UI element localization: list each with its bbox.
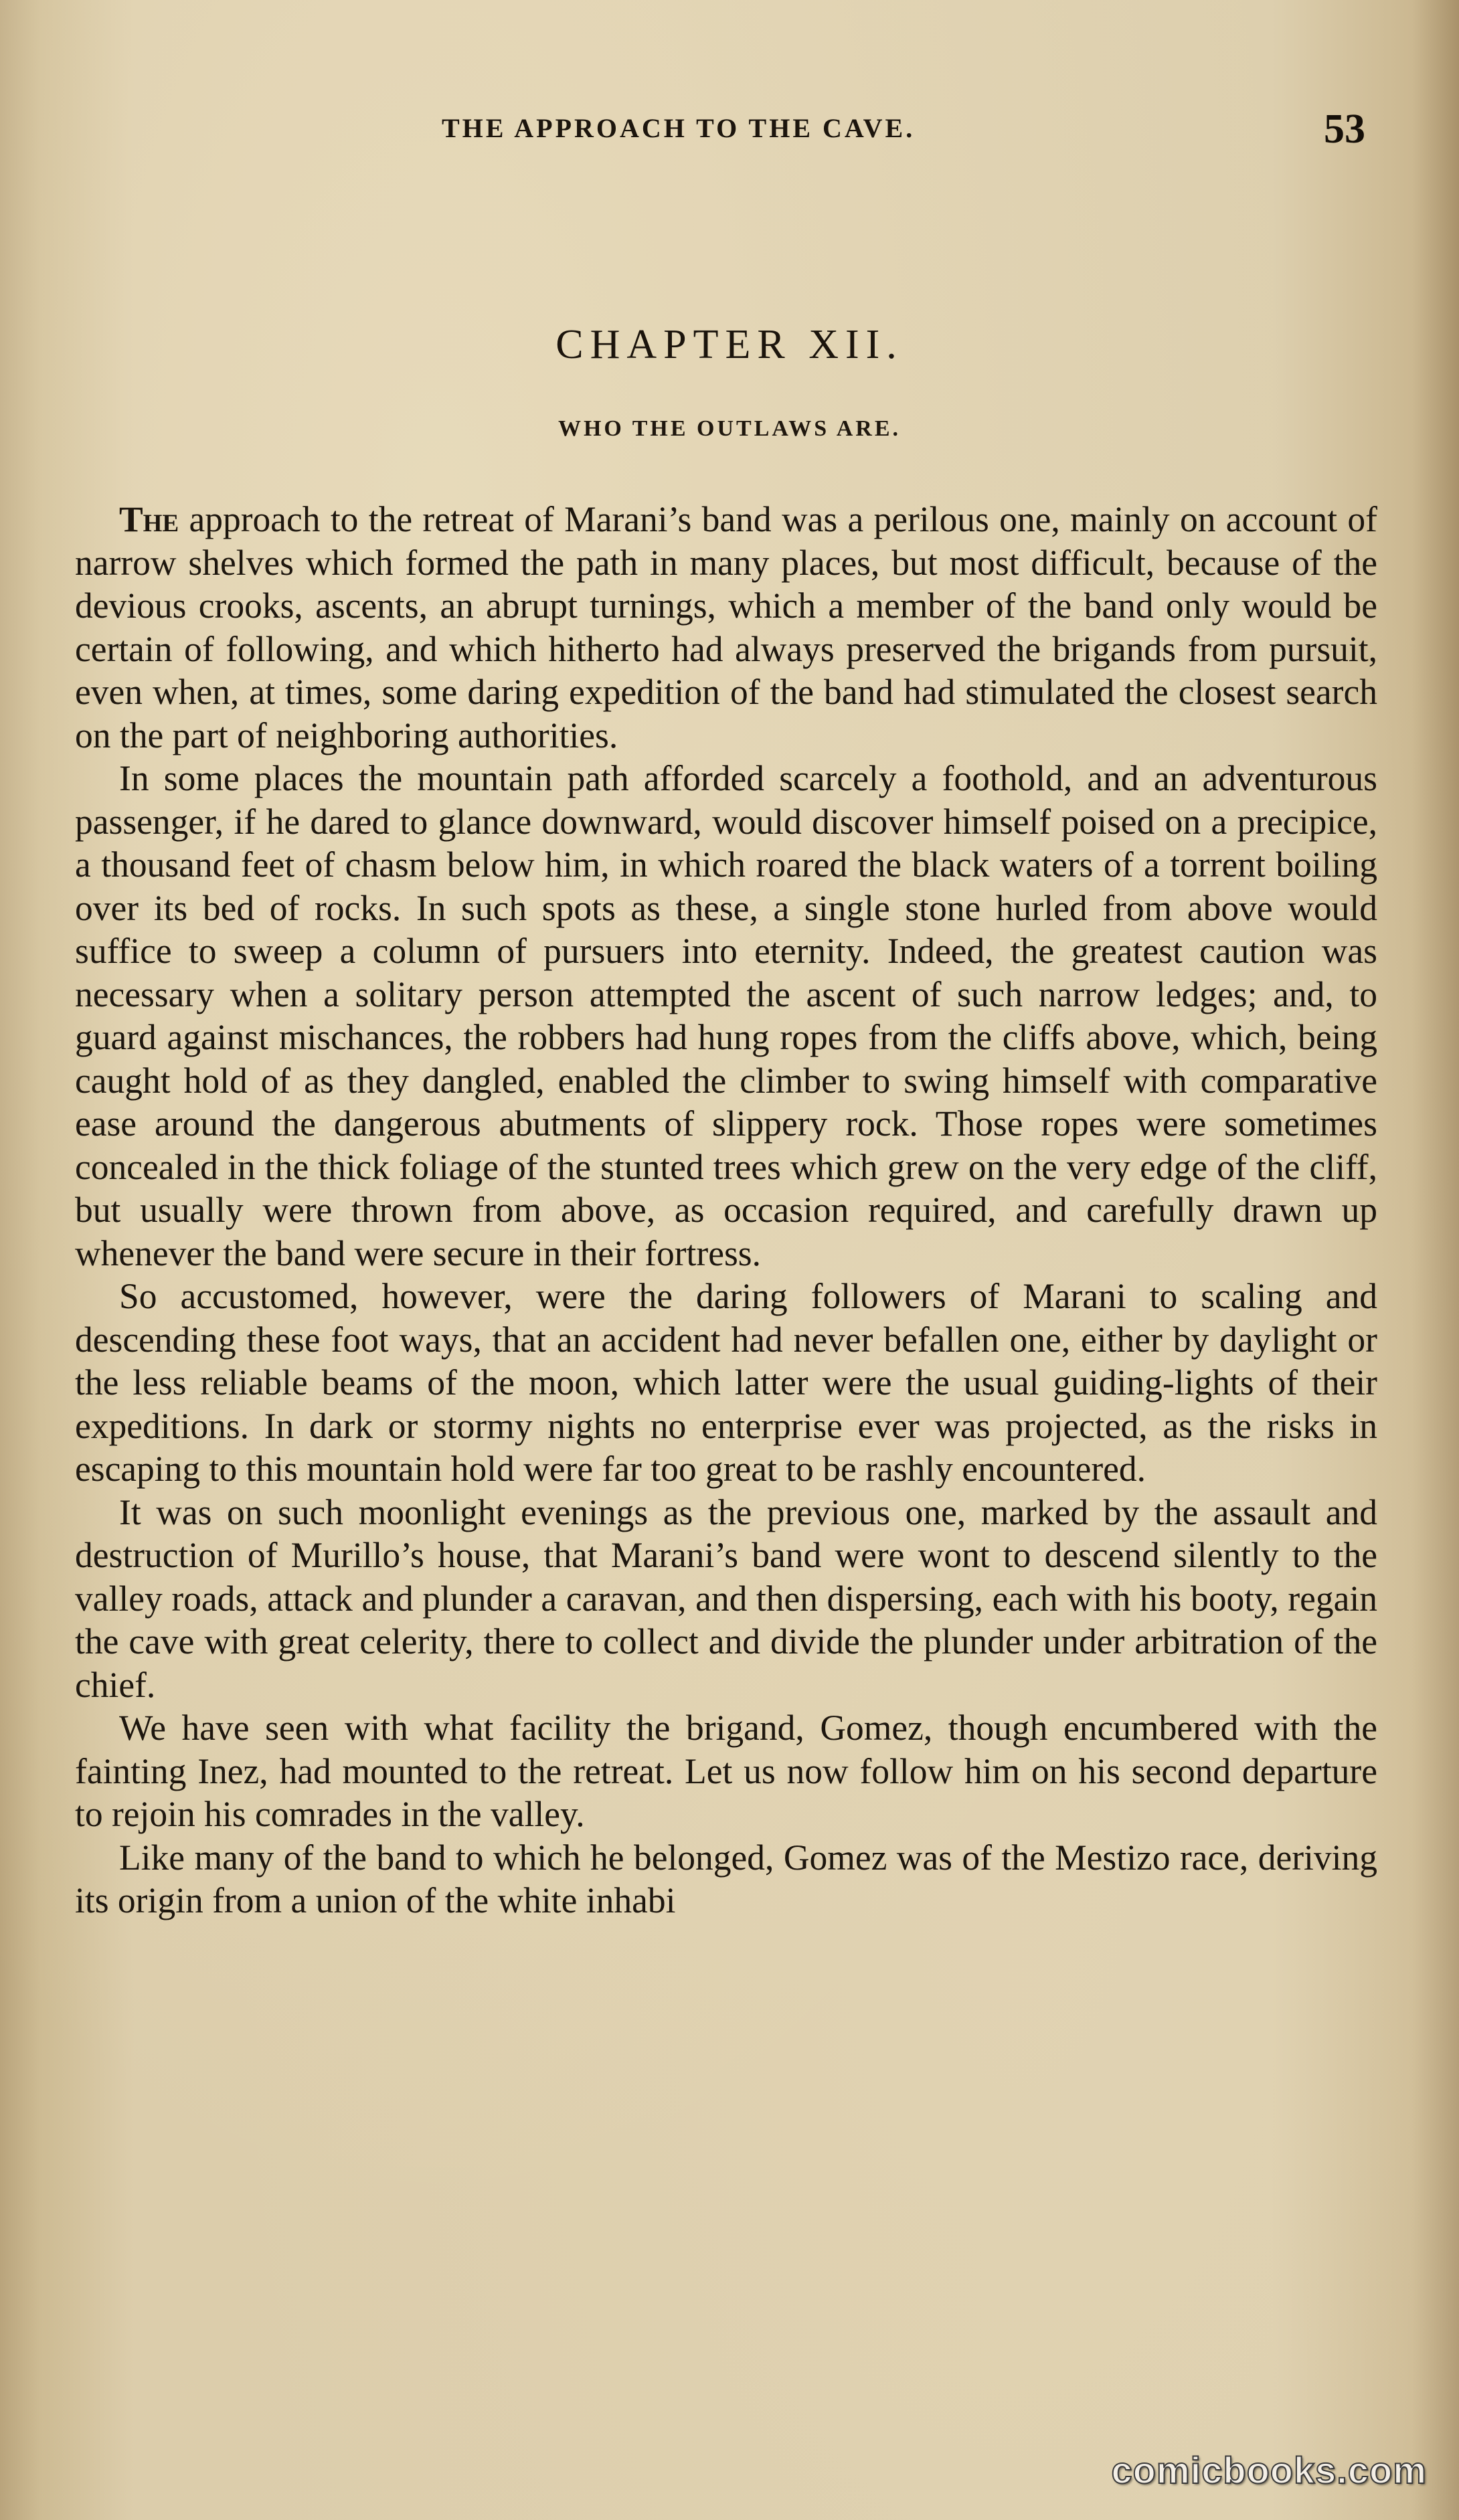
paragraph-text: So accustomed, however, were the daring followers of Marani to scaling and descending these foot ways, that an accident had never befallen one, either by daylight or the less reliable beams of the moon, which latter were the usual guiding-lights of their expeditions. In dark or stormy nights no enterprise ever was projected, as the risks in escaping to this mountain hold were far too great to be rashly encountered.: [75, 1276, 1377, 1489]
paragraph: [75, 1491, 1377, 1707]
paragraph-text: It was on such moonlight evenings as the previous one, marked by the assault and destruction of Murillo’s house, that Marani’s band were wont to descend silently to the valley roads, attack and plunder a caravan, and then dispersing, each with his booty, regain the cave with great celerity, there to collect and divide the plunder under arbitration of the chief.: [75, 1492, 1377, 1705]
running-head: [0, 106, 1459, 153]
paragraph-text: approach to the retreat of Marani’s band was a perilous one, mainly on account of narrow shelves which formed the path in many places, but most difficult, because of the devious crooks, ascents, an abrupt turnings, which a member of the band only would be certain of following, and which hitherto had always preserved the brigands from pursuit, even when, at times, some daring expedition of the band had stimulated the closest search on the part of neighboring authorities.: [75, 499, 1377, 755]
paragraph: [75, 757, 1377, 1275]
body-text: [75, 498, 1377, 1922]
chapter-title: CHAPTER XII.: [555, 322, 904, 367]
paragraph-text: In some places the mountain path afforded scarcely a foothold, and an adventurous passenger, if he dared to glance downward, would discover himself poised on a precipice, a thousand feet of chasm below him, in which roared the black waters of a torrent boiling over its bed of rocks. In such spots as these, a single stone hurled from above would suffice to sweep a column of pursuers into eternity. Indeed, the greatest caution was necessary when a solitary person attempted the ascent of such narrow ledges; and, to guard against mischances, the robbers had hung ropes from the cliffs above, which, being caught hold of as they dangled, enabled the climber to swing himself with comparative ease around the dangerous abutments of slippery rock. Those ropes were sometimes concealed in the thick foliage of the stunted trees which grew on the very edge of the cliff, but usually were thrown from above, as occasion required, and carefully drawn up whenever the band were secure in their fortress.: [75, 758, 1377, 1273]
site-watermark: comicbooks.com: [1111, 2449, 1427, 2491]
running-title: THE APPROACH TO THE CAVE.: [442, 113, 916, 143]
paragraph-lead-word: The: [119, 499, 179, 539]
paragraph: [75, 1706, 1377, 1836]
paragraph: [75, 498, 1377, 757]
paragraph-text: Like many of the band to which he belonged, Gomez was of the Mestizo race, deriving its origin from a union of the white inhabi: [75, 1837, 1377, 1920]
chapter-subtitle: WHO THE OUTLAWS ARE.: [557, 416, 902, 441]
paragraph: [75, 1836, 1377, 1922]
page-number: 53: [1324, 106, 1365, 152]
paragraph: [75, 1275, 1377, 1491]
paragraph-text: We have seen with what facility the brigand, Gomez, though encumbered with the fainting Inez, had mounted to the retreat. Let us now follow him on his second departure to rejoin his comrades in the valley.: [75, 1708, 1377, 1834]
